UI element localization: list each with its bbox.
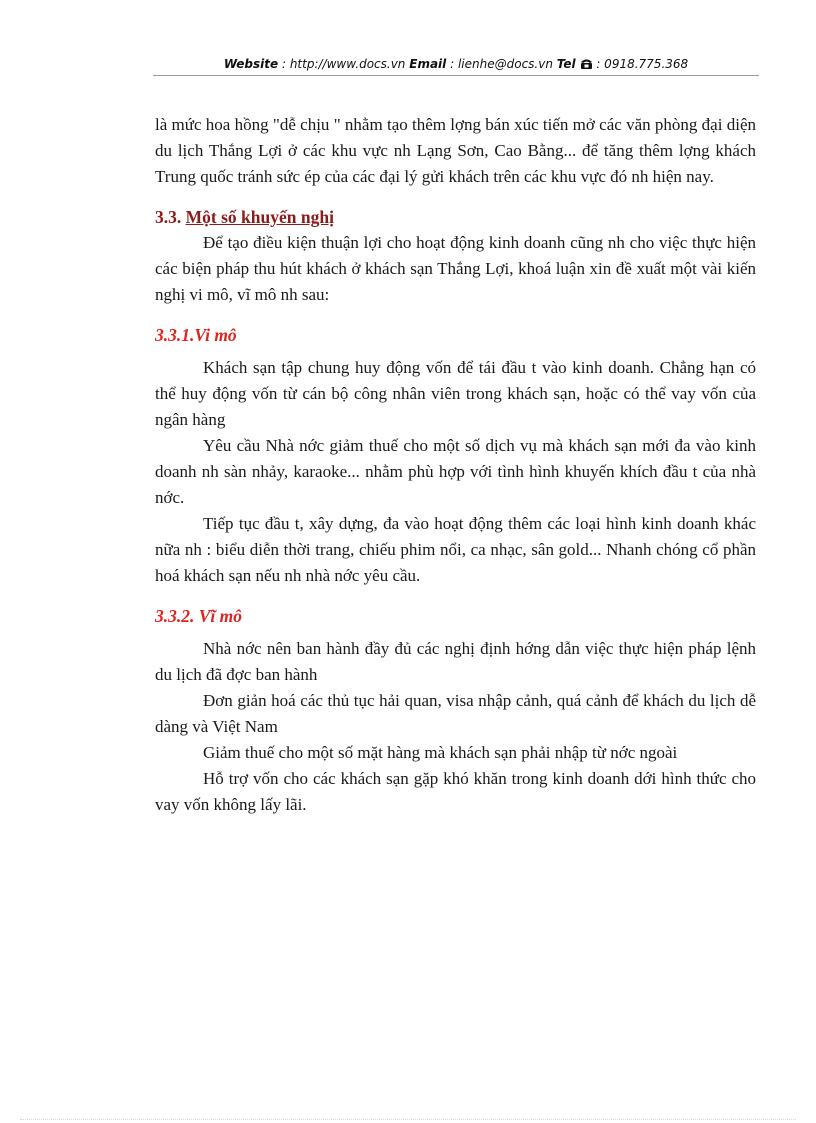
tel-label: Tel — [556, 57, 576, 71]
section-3-3-number: 3.3. — [155, 207, 182, 227]
section-3-3-2-paragraph: Đơn giản hoá các thủ tục hải quan, visa nhập cảnh, quá cảnh để khách du lịch dễ dàng và Việt Nam — [155, 691, 756, 736]
intro-paragraph: là mức hoa hồng "dễ chịu " nhằm tạo thêm lợng bán xúc tiến mở các văn phòng đại diện du lịch Thắng Lợi ở các khu vực nh Lạng Sơn, Cao Bằng... để tăng thêm lợng khách Trung quốc tránh sức ép của các đại lý gửi khách trên các khu vực đó nh hiện nay. — [155, 115, 756, 186]
section-3-3-1-paragraph: Khách sạn tập chung huy động vốn để tái đầu t vào kinh doanh. Chẳng hạn có thể huy động vốn từ cán bộ công nhân viên trong khách sạn, hoặc có thể vay vốn của ngân hàng — [155, 358, 756, 429]
section-3-3-1-heading: 3.3.1.Vi mô — [155, 325, 237, 345]
section-3-3-1-paragraph: Tiếp tục đầu t, xây dựng, đa vào hoạt động thêm các loại hình kinh doanh khác nữa nh : biểu diễn thời trang, chiếu phim nổi, ca nhạc, sân gold... Nhanh chóng cổ phần hoá khách sạn nếu nh nhà nớc yêu cầu. — [155, 514, 756, 585]
section-3-3-heading — [155, 204, 756, 230]
email-label: Email — [409, 57, 447, 71]
email-value: : lienhe@docs.vn — [450, 57, 553, 71]
tel-value: : 0918.775.368 — [596, 57, 689, 71]
page-content — [155, 112, 756, 818]
phone-icon — [580, 58, 593, 73]
section-3-3-2-heading: 3.3.2. Vĩ mô — [155, 606, 243, 626]
section-3-3-2-paragraph: Hỗ trợ vốn cho các khách sạn gặp khó khăn trong kinh doanh dới hình thức cho vay vốn không lấy lãi. — [155, 769, 756, 814]
header-divider — [153, 75, 759, 76]
section-3-3-title: Một số khuyến nghị — [185, 207, 334, 227]
page-bottom-border — [20, 1119, 796, 1120]
section-3-3-2-paragraph: Nhà nớc nên ban hành đầy đủ các nghị định hớng dẫn việc thực hiện pháp lệnh du lịch đã đợc ban hành — [155, 639, 756, 684]
section-3-3-2-paragraph: Giảm thuế cho một số mặt hàng mà khách sạn phải nhập từ nớc ngoài — [203, 743, 678, 762]
section-3-3-paragraph: Để tạo điều kiện thuận lợi cho hoạt động kinh doanh cũng nh cho việc thực hiện các biện pháp thu hút khách ở khách sạn Thắng Lợi, khoá luận xin đề xuất một vài kiến nghị vi mô, vĩ mô nh sau: — [155, 233, 756, 304]
page-header — [153, 57, 759, 73]
website-value: : http://www.docs.vn — [281, 57, 406, 71]
section-3-3-1-paragraph: Yêu cầu Nhà nớc giảm thuế cho một số dịch vụ mà khách sạn mới đa vào kinh doanh nh sàn nhảy, karaoke... nhằm phù hợp với tình hình khuyến khích đầu t của nhà nớc. — [155, 436, 756, 507]
website-label: Website — [223, 57, 279, 71]
